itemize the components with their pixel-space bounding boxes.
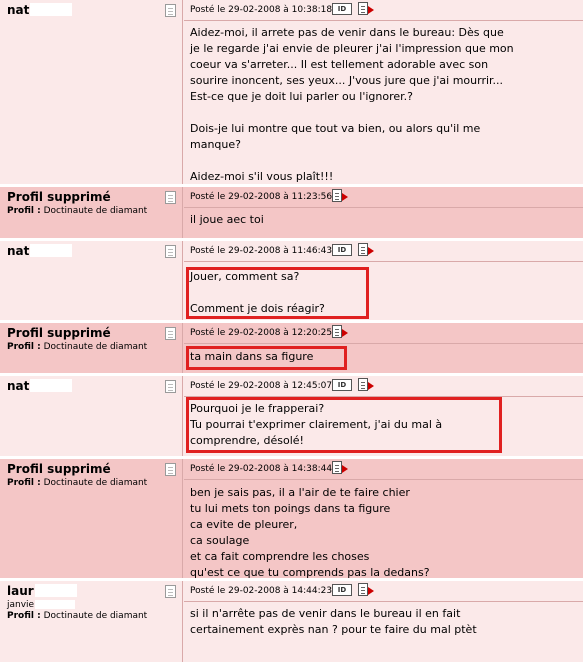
forum-post [0, 323, 583, 373]
private-message-icon[interactable] [358, 2, 374, 16]
author-name[interactable]: Profil supprimé [7, 326, 111, 340]
post-header [184, 459, 583, 480]
message-gap [190, 105, 577, 121]
redacted-name [35, 584, 77, 597]
document-icon[interactable] [165, 463, 176, 476]
forum-post [0, 376, 583, 456]
post-message [190, 606, 577, 638]
forum-post [0, 241, 583, 320]
author-name[interactable]: nat [7, 244, 30, 258]
post-content [184, 459, 583, 578]
highlight-box [186, 346, 347, 370]
author-name[interactable]: nat [7, 379, 30, 393]
post-author-cell [0, 0, 183, 184]
author-name[interactable]: Profil supprimé [7, 462, 111, 476]
document-icon[interactable] [165, 4, 176, 17]
profile-label: Profil : [7, 611, 41, 621]
author-profile [7, 478, 182, 489]
message-line: Tu pourrai t'exprimer clairement, j'ai du mal à [190, 418, 443, 431]
post-content [184, 376, 583, 456]
private-message-icon[interactable] [332, 189, 348, 203]
profile-label: Profil : [7, 206, 41, 216]
profile-card-icon[interactable]: ID [332, 244, 352, 256]
post-date: Posté le 29-02-2008 à 11:23:56 [190, 192, 333, 202]
post-content [184, 581, 583, 662]
post-content [184, 241, 583, 320]
message-line: je le regarde j'ai envie de pleurer j'ai l'impression que mon [190, 42, 514, 55]
message-line: Comment je dois réagir? [190, 302, 325, 315]
post-message [190, 485, 577, 581]
private-message-icon[interactable] [332, 461, 348, 475]
post-header [184, 241, 583, 262]
author-profile [7, 206, 182, 217]
post-content [184, 0, 583, 184]
private-message-icon[interactable] [332, 325, 348, 339]
author-subtitle: janvie [7, 600, 35, 610]
post-date: Posté le 29-02-2008 à 12:45:07 [190, 381, 333, 391]
forum-post [0, 459, 583, 578]
profile-rank: Doctinaute de diamant [43, 478, 148, 488]
post-date: Posté le 29-02-2008 à 11:46:43 [190, 246, 333, 256]
post-content [184, 187, 583, 238]
message-line: comprendre, désolé! [190, 434, 304, 447]
private-message-icon[interactable] [358, 243, 374, 257]
post-header [184, 0, 583, 21]
profile-rank: Doctinaute de diamant [43, 206, 148, 216]
post-author-cell [0, 187, 183, 238]
redacted-name [30, 244, 72, 257]
post-header [184, 581, 583, 602]
message-line: qu'est ce que tu comprends pas la dedans? [190, 566, 430, 579]
message-line: ta main dans sa figure [190, 350, 314, 363]
post-header [184, 323, 583, 344]
author-profile [7, 342, 182, 353]
message-line: si il n'arrête pas de venir dans le bureau il en fait [190, 607, 461, 620]
redacted-name [30, 3, 72, 16]
post-header [184, 376, 583, 397]
post-date: Posté le 29-02-2008 à 12:20:25 [190, 328, 333, 338]
post-author-cell [0, 581, 183, 662]
message-line: Dois-je lui montre que tout va bien, ou alors qu'il me [190, 122, 481, 135]
post-author-cell [0, 376, 183, 456]
message-line: Pourquoi je le frapperai? [190, 402, 325, 415]
message-line: tu lui mets ton poings dans ta figure [190, 502, 391, 515]
highlight-box [186, 397, 502, 453]
post-content [184, 323, 583, 373]
private-message-icon[interactable] [358, 583, 374, 597]
post-author-cell [0, 241, 183, 320]
message-line: Est-ce que je doit lui parler ou l'ignorer.? [190, 90, 413, 103]
private-message-icon[interactable] [358, 378, 374, 392]
post-author-cell [0, 323, 183, 373]
profile-rank: Doctinaute de diamant [43, 342, 148, 352]
message-line: Jouer, comment sa? [190, 270, 300, 283]
forum-post [0, 187, 583, 238]
message-line: certainement exprès nan ? pour te faire du mal ptèt [190, 623, 477, 636]
redacted-name [30, 379, 72, 392]
message-line: Aidez-moi, il arrete pas de venir dans le bureau: Dès que [190, 26, 504, 39]
profile-label: Profil : [7, 342, 41, 352]
post-date: Posté le 29-02-2008 à 14:38:44 [190, 464, 333, 474]
document-icon[interactable] [165, 585, 176, 598]
author-name[interactable]: Profil supprimé [7, 190, 111, 204]
redacted-subtitle [35, 600, 75, 609]
forum-post [0, 581, 583, 662]
post-date: Posté le 29-02-2008 à 14:44:23 [190, 586, 333, 596]
message-line: il joue aec toi [190, 213, 264, 226]
author-name[interactable]: nat [7, 3, 30, 17]
message-gap [190, 153, 577, 169]
message-line: ca evite de pleurer, [190, 518, 298, 531]
post-message [190, 25, 577, 185]
message-line: Aidez-moi s'il vous plaît!!! [190, 170, 334, 183]
profile-card-icon[interactable]: ID [332, 3, 352, 15]
message-line: manque? [190, 138, 241, 151]
message-line: et ca fait comprendre les choses [190, 550, 370, 563]
message-line: sourire inoncent, ses yeux... J'vous jure que j'ai mourrir... [190, 74, 504, 87]
author-name[interactable]: laur [7, 584, 34, 598]
author-profile [7, 611, 182, 622]
profile-rank: Doctinaute de diamant [43, 611, 148, 621]
document-icon[interactable] [165, 380, 176, 393]
post-message [190, 212, 577, 228]
profile-label: Profil : [7, 478, 41, 488]
message-line: coeur va s'arreter... Il est tellement adorable avec son [190, 58, 489, 71]
message-line: ca soulage [190, 534, 250, 547]
post-date: Posté le 29-02-2008 à 10:38:18 [190, 5, 333, 15]
document-icon[interactable] [165, 327, 176, 340]
post-author-cell [0, 459, 183, 578]
post-header [184, 187, 583, 208]
document-icon[interactable] [165, 245, 176, 258]
profile-card-icon[interactable]: ID [332, 584, 352, 596]
message-line: ben je sais pas, il a l'air de te faire chier [190, 486, 410, 499]
highlight-box [186, 267, 369, 319]
document-icon[interactable] [165, 191, 176, 204]
forum-post [0, 0, 583, 184]
profile-card-icon[interactable]: ID [332, 379, 352, 391]
